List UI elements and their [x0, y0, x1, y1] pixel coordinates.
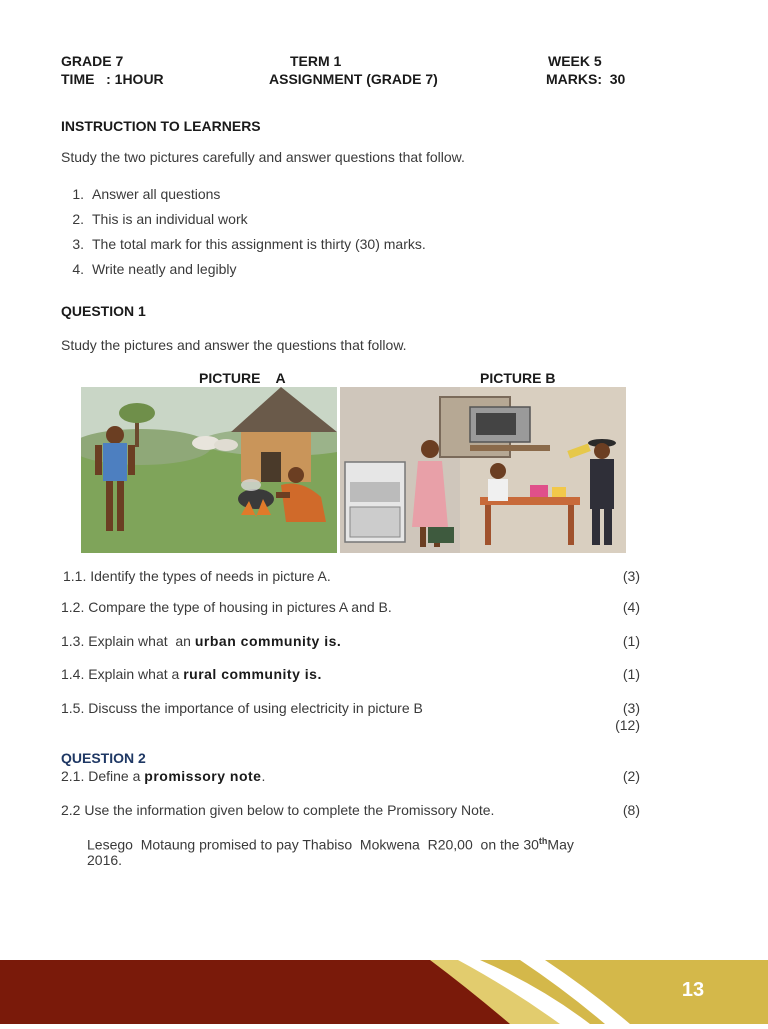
instruction-item: 1. Answer all questions [72, 186, 221, 202]
question-2-1: 2.1. Define a promissory note. [61, 768, 266, 784]
question-2-2: 2.2 Use the information given below to complete the Promissory Note. [61, 802, 495, 818]
footer-band [0, 960, 768, 1024]
instruction-item: 4. Write neatly and legibly [72, 261, 237, 277]
mark-1-3: (1) [622, 633, 640, 649]
question-1-1: 1.1. Identify the types of needs in picture A. [63, 568, 331, 584]
question1-title: QUESTION 1 [61, 303, 146, 319]
time-label: TIME : 1HOUR [61, 71, 164, 87]
question-1-5: 1.5. Discuss the importance of using electricity in picture B [61, 700, 423, 716]
instruction-item: 2. This is an individual work [72, 211, 248, 227]
picture-b-image [340, 387, 626, 553]
mark-1-1: (3) [622, 568, 640, 584]
page-number: 13 [681, 979, 705, 1001]
mark-2-2: (8) [622, 802, 640, 818]
grade-label: GRADE 7 [61, 53, 124, 69]
instructions-intro: Study the two pictures carefully and answer questions that follow. [61, 149, 465, 165]
week-label: WEEK 5 [548, 53, 602, 69]
promissory-info-year: 2016. [87, 852, 123, 868]
mark-1-2: (4) [622, 599, 640, 615]
term-label: TERM 1 [290, 53, 342, 69]
mark-1-4: (1) [622, 666, 640, 682]
mark-2-1: (2) [622, 768, 640, 784]
assignment-label: ASSIGNMENT (GRADE 7) [269, 71, 438, 87]
picture-b-label: PICTURE B [480, 370, 556, 386]
question-1-4: 1.4. Explain what a rural community is. [61, 666, 322, 682]
instructions-title: INSTRUCTION TO LEARNERS [61, 118, 261, 134]
question-1-2: 1.2. Compare the type of housing in pictures A and B. [61, 599, 392, 615]
question-1-3: 1.3. Explain what an urban community is. [61, 633, 342, 649]
picture-a-image [81, 387, 337, 553]
mark-1-5: (3) [622, 700, 640, 716]
promissory-info: Lesego Motaung promised to pay Thabiso Mokwena R20,00 on the 30thMay [87, 836, 574, 853]
question2-title: QUESTION 2 [61, 750, 146, 766]
picture-a-label: PICTURE A [199, 370, 286, 386]
marks-label: MARKS: 30 [546, 71, 626, 87]
question1-total: (12) [615, 717, 640, 733]
instruction-item: 3. The total mark for this assignment is thirty (30) marks. [72, 236, 426, 252]
question1-intro: Study the pictures and answer the questions that follow. [61, 337, 407, 353]
